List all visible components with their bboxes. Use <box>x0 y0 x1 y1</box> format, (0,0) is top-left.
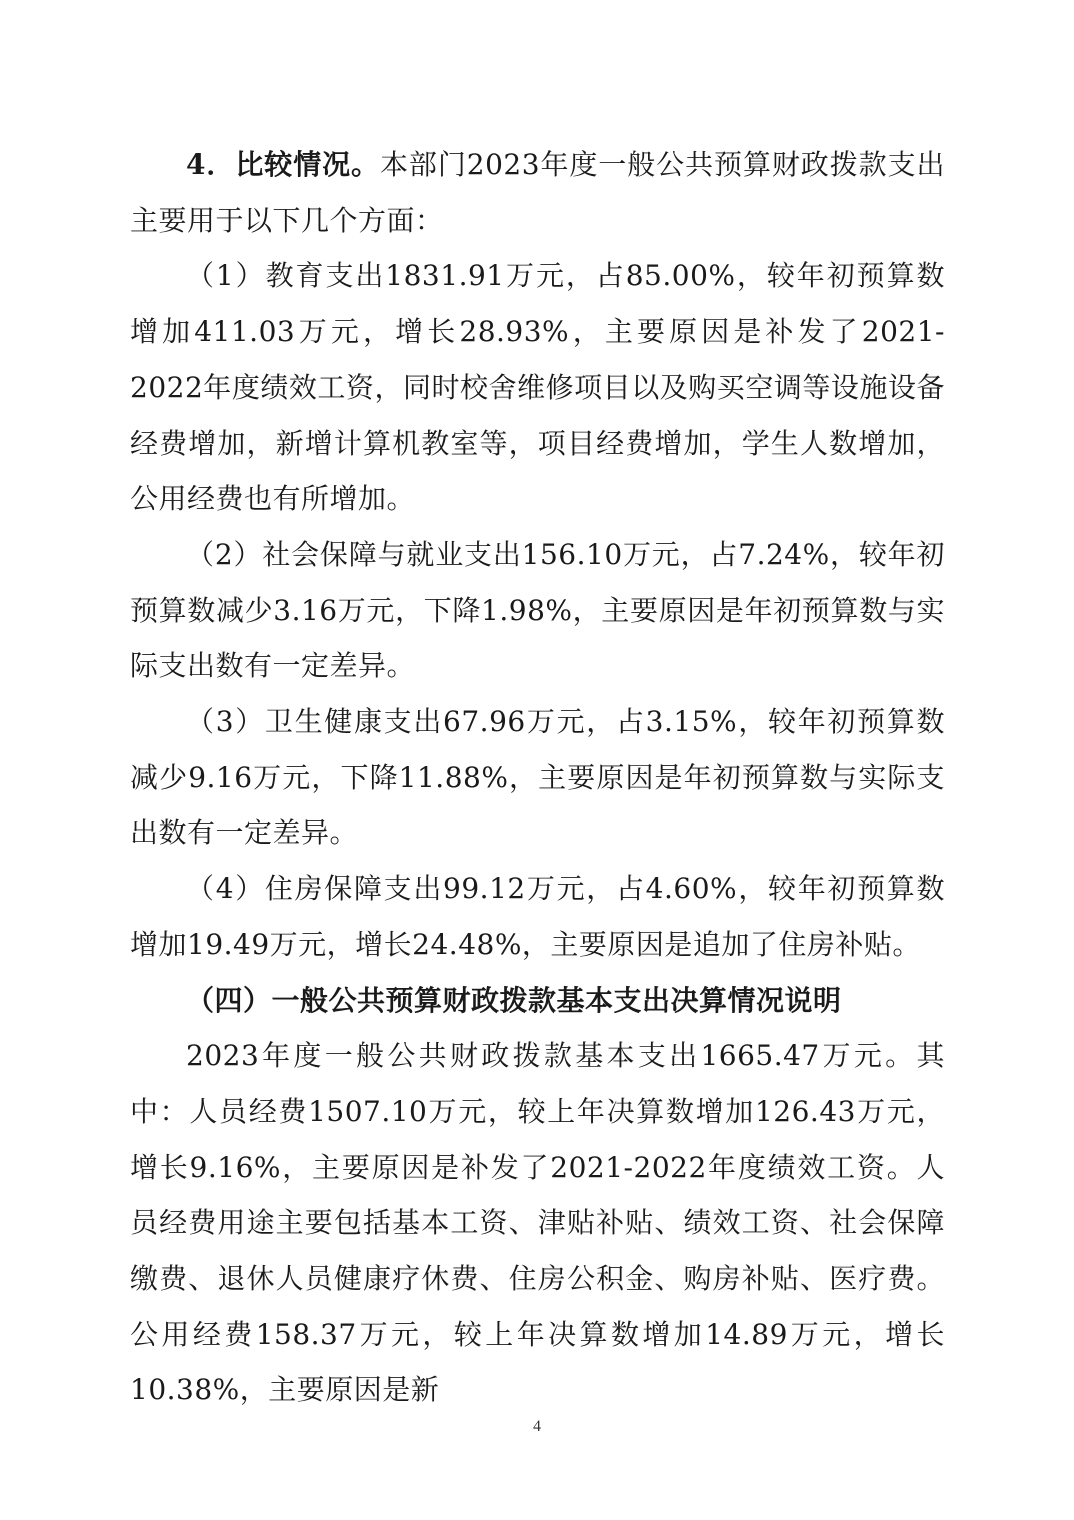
document-page <box>130 137 945 1418</box>
section-heading: （四）一般公共预算财政拨款基本支出决算情况说明 <box>186 983 842 1017</box>
paragraph-housing: （4）住房保障支出99.12万元，占4.60%，较年初预算数增加19.49万元，增长24.48%，主要原因是追加了住房补贴。 <box>130 872 945 961</box>
paragraph-health: （3）卫生健康支出67.96万元，占3.15%，较年初预算数减少9.16万元，下降11.88%，主要原因是年初预算数与实际支出数有一定差异。 <box>130 705 945 850</box>
page-number: 4 <box>533 1418 541 1435</box>
paragraph-comparison <box>130 137 945 248</box>
comparison-lead: 4．比较情况。 <box>186 148 380 181</box>
section-body: 2023年度一般公共财政拨款基本支出1665.47万元。其中：人员经费1507.10万元，较上年决算数增加126.43万元，增长9.16%，主要原因是补发了2021-2022年度绩效工资。人员经费用途主要包括基本工资、津贴补贴、绩效工资、社会保障缴费、退休人员健康疗休费、住房公积金、购房补贴、医疗费。公用经费158.37万元，较上年决算数增加14.89万元，增长10.38%，主要原因是新 <box>130 1039 945 1407</box>
paragraph-education: （1）教育支出1831.91万元，占85.00%，较年初预算数增加411.03万元，增长28.93%，主要原因是补发了2021-2022年度绩效工资，同时校舍维修项目以及购买空调等设施设备经费增加，新增计算机教室等，项目经费增加，学生人数增加，公用经费也有所增加。 <box>130 259 945 516</box>
comparison-text: 本部门2023年度一般公共预算财政拨款支出主要用于以下几个方面： <box>130 148 946 237</box>
paragraph-social-security: （2）社会保障与就业支出156.10万元，占7.24%，较年初预算数减少3.16万元，下降1.98%，主要原因是年初预算数与实际支出数有一定差异。 <box>130 537 945 683</box>
